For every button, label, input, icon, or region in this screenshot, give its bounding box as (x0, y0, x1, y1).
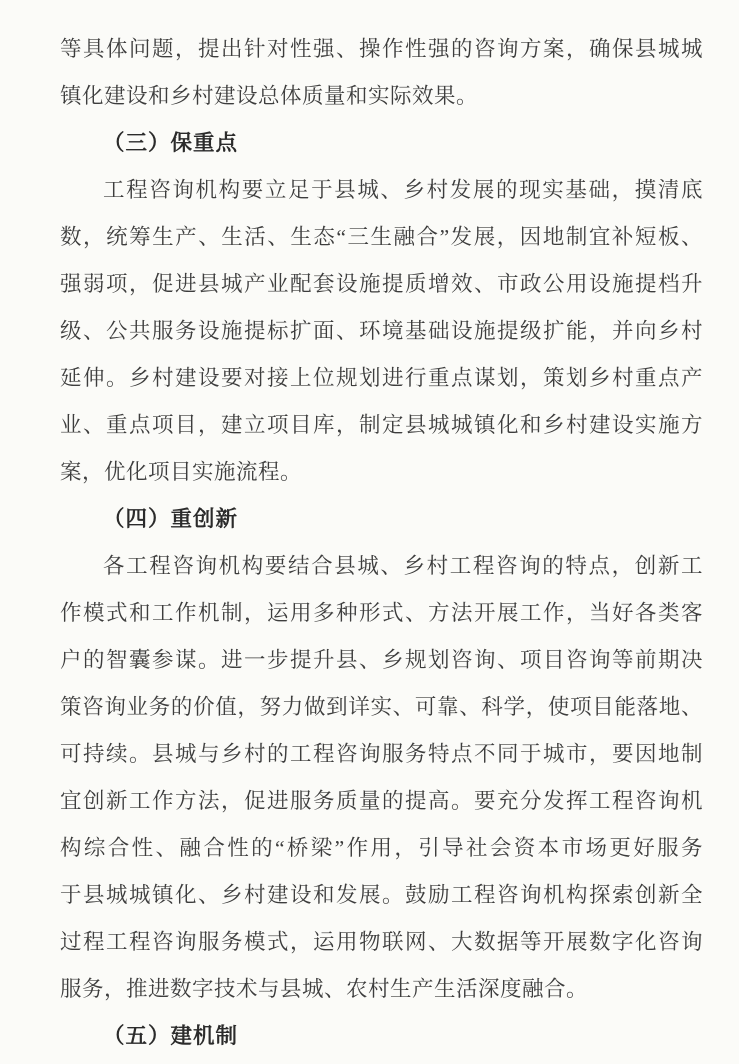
text-line: 各工程咨询机构要结合县城、乡村工程咨询的特点，创新工 (103, 554, 703, 578)
text-line: 工程咨询机构要立足于县城、乡村发展的现实基础，摸清底 (103, 178, 703, 202)
text-line: 服务，推进数字技术与县城、农村生产生活深度融合。 (60, 977, 589, 1001)
text-line: 策咨询业务的价值，努力做到详实、可靠、科学，使项目能落地、 (60, 695, 703, 719)
text-line: 强弱项，促进县城产业配套设施提质增效、市政公用设施提档升 (60, 272, 703, 296)
text-line: 镇化建设和乡村建设总体质量和实际效果。 (60, 84, 479, 108)
text-line: 数，统筹生产、生活、生态“三生融合”发展，因地制宜补短板、 (60, 225, 703, 249)
text-line: 案，优化项目实施流程。 (60, 460, 303, 484)
text-line: 级、公共服务设施提标扩面、环境基础设施提级扩能，并向乡村 (60, 319, 703, 343)
text-line: 作模式和工作机制，运用多种形式、方法开展工作，当好各类客 (60, 601, 703, 625)
section-heading-5: （五）建机制 (103, 1024, 239, 1048)
text-line: 构综合性、融合性的“桥梁”作用，引导社会资本市场更好服务 (60, 836, 703, 860)
text-line: 业、重点项目，建立项目库，制定县城城镇化和乡村建设实施方 (60, 413, 703, 437)
text-line: 宜创新工作方法，促进服务质量的提高。要充分发挥工程咨询机 (60, 789, 703, 813)
text-line: 户的智囊参谋。进一步提升县、乡规划咨询、项目咨询等前期决 (60, 648, 703, 672)
text-line: 等具体问题，提出针对性强、操作性强的咨询方案，确保县城城 (60, 37, 703, 61)
text-line: 延伸。乡村建设要对接上位规划进行重点谋划，策划乡村重点产 (60, 366, 703, 390)
text-line: 过程工程咨询服务模式，运用物联网、大数据等开展数字化咨询 (60, 930, 703, 954)
section-heading-3: （三）保重点 (103, 131, 239, 155)
section-heading-4: （四）重创新 (103, 507, 239, 531)
text-line: 可持续。县城与乡村的工程咨询服务特点不同于城市，要因地制 (60, 742, 703, 766)
text-line: 于县城城镇化、乡村建设和发展。鼓励工程咨询机构探索创新全 (60, 883, 703, 907)
